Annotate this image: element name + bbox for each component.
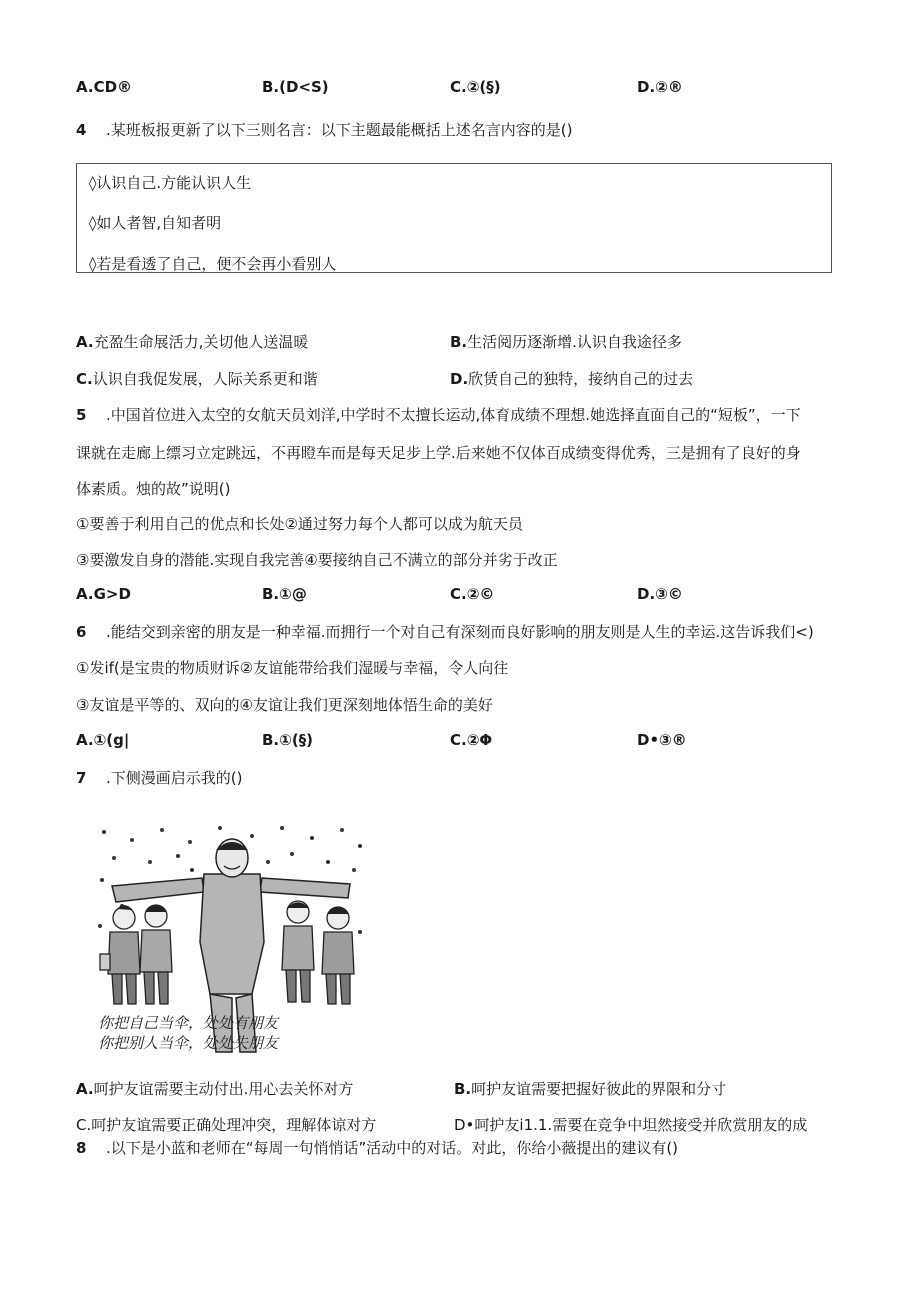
q8-number: 8 — [76, 1139, 87, 1157]
q4-stem-text: .某班板报更新了以下三则名言：以下主题最能概括上述名言内容的是() — [106, 121, 573, 139]
q6-statement-1: ①发if(是宝贵的物质财诉②友谊能带给我们湿暖与幸福，令人向往 — [76, 659, 509, 677]
q6-option-c[interactable]: C.②Φ — [450, 731, 493, 749]
q6-option-a[interactable]: A.①(g| — [76, 731, 130, 749]
q4-quote-2: ◊如人者智,自知者明 — [89, 214, 222, 232]
q4-quote-3: ◊若是看透了自己，便不会再小看别人 — [89, 255, 337, 273]
q8-stem: 8 .以下是小蓝和老师在“每周一句悄悄话”活动中的对话。对此，你给小薇提出的建议有() — [76, 1139, 679, 1157]
q6-statement-2: ③友谊是平等的、双向的④友谊让我们更深刻地体悟生命的美好 — [76, 696, 493, 714]
q6-stem: 6 .能结交到亲密的朋友是一种幸福.而拥行一个对自己有深刻而良好影响的朋友则是人生的幸运.这告诉我们<) — [76, 623, 814, 641]
cartoon-illustration — [92, 822, 372, 1052]
q5-stem-line-3: 体素质。烛的故”说明() — [76, 480, 231, 498]
q7-option-a[interactable]: A.呵护友谊需要主动付出.用心去关怀对方 — [76, 1080, 354, 1098]
q5-option-c[interactable]: C.②© — [450, 585, 495, 603]
cartoon-drawing — [92, 822, 372, 1052]
q4-quote-1: ◊认识自己.方能认识人生 — [89, 174, 252, 192]
q3-option-c[interactable]: C.②(§) — [450, 78, 501, 96]
q4-quote-box — [76, 163, 832, 273]
q7-option-d-cut[interactable]: D•呵护友i1.1.需要在竞争中坦然接受并欣赏朋友的成 — [454, 1116, 808, 1134]
q6-option-d[interactable]: D•③® — [637, 731, 687, 749]
q7-number: 7 — [76, 769, 87, 787]
q5-stem-line-2: 课就在走廊上缥习立定跳远，不再瞪车而是每天足步上学.后来她不仅体百成绩变得优秀，三是拥有了良好的身 — [76, 444, 801, 462]
q5-stem-line-1: 5 .中国首位进入太空的女航天员刘洋,中学时不太擅长运动,体育成绩不理想.她选择直面自己的“短板”，一下 — [76, 406, 801, 424]
q4-option-c[interactable]: C.认识自我促发展，人际关系更和谐 — [76, 370, 318, 388]
q5-statement-2: ③要激发自身的潜能.实现自我完善④要接纳自己不满立的部分并劣于改正 — [76, 551, 558, 569]
q7-option-c-cut[interactable]: C.呵护友谊需要正确处理冲突，理解体谅对方 — [76, 1116, 377, 1134]
cartoon-caption-line-1: 你把自己当伞，处处有朋友 — [98, 1014, 279, 1032]
q4-stem — [76, 119, 572, 140]
q4-number: 4 — [76, 121, 87, 139]
q7-cut-options — [0, 1112, 920, 1134]
q5-statement-1: ①要善于利用自己的优点和长处②通过努力每个人都可以成为航天员 — [76, 515, 523, 533]
q5-option-d[interactable]: D.③© — [637, 585, 683, 603]
q7-stem: 7 .下侧漫画启示我的() — [76, 769, 243, 787]
cartoon-caption-line-2: 你把别人当伞，处处失朋友 — [98, 1034, 279, 1052]
q7-option-b[interactable]: B.呵护友谊需要把握好彼此的界限和分寸 — [454, 1080, 727, 1098]
q4-option-a[interactable]: A.充盈生命展活力,关切他人送温暖 — [76, 333, 309, 351]
q5-number: 5 — [76, 406, 87, 424]
q4-option-b[interactable]: B.生活阅历逐渐增.认识自我途径多 — [450, 333, 682, 351]
q5-option-b[interactable]: B.①@ — [262, 585, 307, 603]
q6-option-b[interactable]: B.①(§) — [262, 731, 314, 749]
q3-option-d[interactable]: D.②® — [637, 78, 683, 96]
q4-option-d[interactable]: D.欣赁自己的独特，接纳自己的过去 — [450, 370, 694, 388]
q6-number: 6 — [76, 623, 87, 641]
q5-option-a[interactable]: A.G>D — [76, 585, 131, 603]
q3-option-a[interactable]: A.CD® — [76, 78, 133, 96]
q3-option-b[interactable]: B.(D<S) — [262, 78, 329, 96]
